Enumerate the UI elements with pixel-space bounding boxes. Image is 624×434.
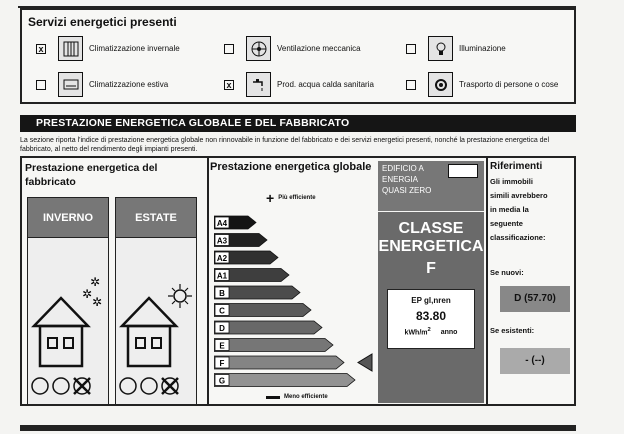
less-efficient-text: Meno efficiente (284, 394, 328, 400)
winter-label: INVERNO (42, 212, 94, 224)
satisfaction-icons (120, 378, 178, 394)
class-bar-a3 (214, 234, 267, 247)
class-letter: A1 (216, 271, 228, 281)
service-ventilazione (224, 36, 361, 61)
nzeb-checkbox[interactable] (448, 164, 478, 178)
fabbricato-title: Prestazione energetica del fabbricato (25, 162, 158, 188)
svg-text:✲: ✲ (92, 295, 103, 309)
checkbox-trasporto[interactable] (406, 80, 416, 90)
ep-sup: 2 (427, 327, 431, 333)
class-letter: A2 (216, 254, 228, 263)
winter-panel (27, 197, 109, 405)
bottom-rule (20, 425, 576, 431)
house-snow-icon (28, 238, 108, 403)
class-bar-a1 (214, 269, 289, 282)
class-bar-a2 (214, 251, 278, 264)
svg-text:✲: ✲ (90, 275, 101, 289)
riferimenti-line: Gli immobili (490, 177, 533, 186)
class-bar-g (214, 374, 355, 387)
riferimenti-panel (488, 158, 576, 404)
ep-period: anno (440, 329, 458, 337)
service-climatizzazione-estiva (36, 72, 168, 97)
satisfaction-icons (32, 378, 90, 394)
ep-unit: kWh/m (404, 329, 428, 337)
faucet-icon (246, 72, 271, 97)
less-efficient-label (266, 394, 328, 400)
riferimenti-line: simili avrebbero (490, 191, 548, 200)
class-scale (214, 214, 374, 394)
nuovi-value: D (57.70) (500, 286, 570, 312)
section-title-bar: PRESTAZIONE ENERGETICA GLOBALE E DEL FABBRICATO (20, 115, 576, 132)
classe-line2: ENERGETICA (378, 238, 484, 255)
class-bar-a4 (214, 216, 256, 229)
service-label: Ventilazione meccanica (277, 44, 361, 53)
ep-label: EP gl,nren (411, 296, 451, 305)
class-letter: A4 (216, 219, 228, 228)
service-acqua-calda (224, 72, 374, 97)
lightbulb-icon (428, 36, 453, 61)
class-letter: A3 (216, 236, 228, 246)
summer-label: ESTATE (135, 212, 177, 224)
service-label: Climatizzazione estiva (89, 80, 169, 89)
class-letter: E (219, 341, 225, 351)
services-panel (20, 8, 576, 104)
ep-unit-row (388, 327, 474, 336)
divider (207, 158, 209, 404)
class-bar-f (214, 356, 344, 369)
classe-value: F (426, 260, 436, 277)
radiator-icon (58, 36, 83, 61)
service-label: Prod. acqua calda sanitaria (277, 80, 374, 89)
riferimenti-line: classificazione: (490, 233, 546, 242)
current-class-arrow (358, 354, 372, 371)
nzeb-box (378, 161, 484, 211)
class-letter: F (219, 359, 225, 368)
service-climatizzazione-invernale (36, 36, 180, 61)
svg-text:✲: ✲ (82, 287, 93, 301)
house-sun-icon (116, 238, 196, 403)
esistenti-value: - (--) (500, 348, 570, 374)
section-description: La sezione riporta l'indice di prestazione energetica globale non rinnovabile in funzione del fabbricato e dei servizi energetici presenti, nonché la prestazione energetica del fabbricato, al netto del rendimento degli impianti presenti. (20, 137, 550, 153)
nuovi-label: Se nuovi: (490, 268, 524, 277)
nzeb-label: EDIFICIO A ENERGIA QUASI ZERO (382, 164, 432, 195)
service-illuminazione (406, 36, 506, 61)
minus-icon (266, 396, 280, 399)
air-conditioner-icon (58, 72, 83, 97)
class-bar-c (214, 304, 311, 317)
class-bar-b (214, 286, 300, 299)
service-label: Illuminazione (459, 44, 506, 53)
checkbox-estiva[interactable] (36, 80, 46, 90)
checkbox-ventilazione[interactable] (224, 44, 234, 54)
fan-icon (246, 36, 271, 61)
performance-block (20, 156, 576, 406)
globale-title: Prestazione energetica globale (210, 161, 372, 173)
gear-icon (428, 72, 453, 97)
class-letter: G (218, 376, 226, 386)
class-bar-d (214, 321, 322, 334)
energy-class-panel (378, 212, 484, 403)
service-label: Trasporto di persone o cose (459, 80, 559, 89)
ep-value: 83.80 (415, 309, 447, 323)
riferimenti-line: in media la (490, 205, 529, 214)
checkbox-acqua-calda[interactable]: x (224, 80, 234, 90)
summer-panel (115, 197, 197, 405)
ep-box (387, 289, 475, 349)
service-label: Climatizzazione invernale (89, 44, 180, 53)
riferimenti-line: seguente (490, 219, 523, 228)
service-trasporto (406, 72, 558, 97)
checkbox-illuminazione[interactable] (406, 44, 416, 54)
checkbox-invernale[interactable]: x (36, 44, 46, 54)
esistenti-label: Se esistenti: (490, 326, 535, 335)
class-bar-e (214, 339, 333, 352)
plus-icon: + (266, 190, 275, 206)
more-efficient-text: Più efficiente (278, 195, 316, 201)
services-title: Servizi energetici presenti (28, 15, 177, 29)
classe-line1: CLASSE (398, 220, 464, 237)
more-efficient-label (266, 190, 316, 206)
riferimenti-title: Riferimenti (490, 161, 543, 172)
class-letter: B (219, 289, 225, 298)
class-letter: C (219, 306, 225, 316)
class-letter: D (219, 324, 225, 333)
